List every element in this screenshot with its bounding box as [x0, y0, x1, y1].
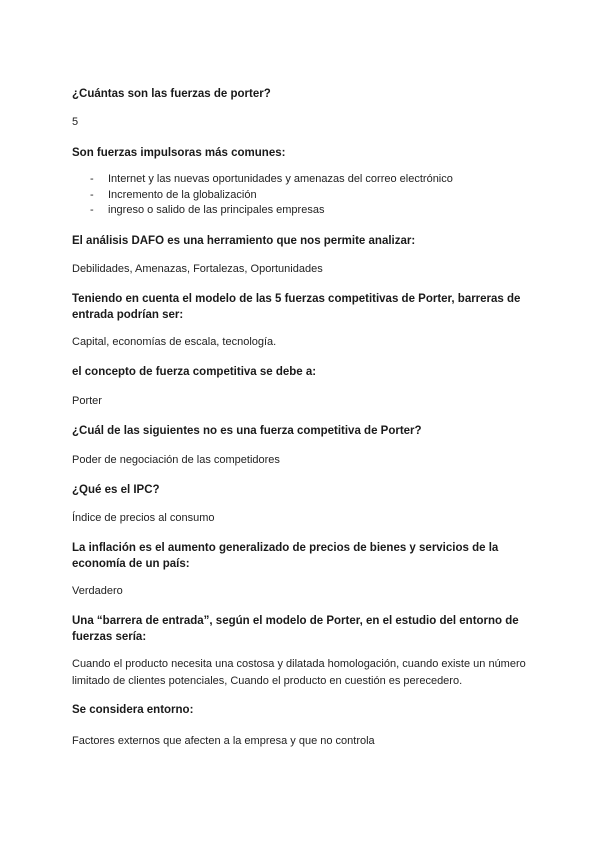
dash-bullet: -	[90, 204, 94, 216]
question-porter-forces-count: ¿Cuántas son las fuerzas de porter?	[72, 88, 271, 100]
answer-ipc: Índice de precios al consumo	[72, 512, 215, 524]
question-ipc: ¿Qué es el IPC?	[72, 484, 160, 496]
dash-bullet: -	[90, 173, 94, 185]
answer-dafo: Debilidades, Amenazas, Fortalezas, Oportunidades	[72, 263, 323, 275]
answer-environment: Factores externos que afecten a la empresa y que no controla	[72, 735, 375, 747]
answer-competitive-force-concept: Porter	[72, 395, 102, 407]
answer-barrier-entry-porter: Cuando el producto necesita una costosa y dilatada homologación, cuando existe un número limitado de clientes potenciales, Cuando el producto en cuestión es perecedero.	[72, 658, 526, 687]
list-item	[72, 172, 512, 188]
answer-not-porter-force: Poder de negociación de las competidores	[72, 454, 280, 466]
question-competitive-force-concept: el concepto de fuerza competitiva se debe a:	[72, 366, 317, 378]
list-item-text: Internet y las nuevas oportunidades y amenazas del correo electrónico	[108, 173, 453, 185]
list-item-text: ingreso o salido de las principales empresas	[108, 204, 325, 216]
question-barrier-entry-porter: Una “barrera de entrada”, según el modelo de Porter, en el estudio del entorno de fuerzas sería:	[72, 615, 519, 643]
answer-inflation: Verdadero	[72, 585, 123, 597]
question-not-porter-force: ¿Cuál de las siguientes no es una fuerza competitiva de Porter?	[72, 425, 422, 437]
question-environment: Se considera entorno:	[72, 704, 194, 716]
question-entry-barriers: Teniendo en cuenta el modelo de las 5 fuerzas competitivas de Porter, barreras de entrada podrían ser:	[72, 293, 521, 321]
answer-entry-barriers: Capital, economías de escala, tecnología.	[72, 336, 277, 348]
driving-forces-list	[72, 172, 512, 219]
dash-bullet: -	[90, 188, 94, 201]
question-dafo: El análisis DAFO es una herramiento que nos permite analizar:	[72, 235, 416, 247]
list-item-text: Incremento de la globalización	[108, 188, 257, 201]
question-driving-forces: Son fuerzas impulsoras más comunes:	[72, 147, 286, 159]
list-item	[72, 203, 512, 219]
list-item	[72, 188, 512, 204]
answer-porter-forces-count: 5	[72, 116, 79, 128]
question-inflation: La inflación es el aumento generalizado de precios de bienes y servicios de la economía de un país:	[72, 542, 499, 570]
